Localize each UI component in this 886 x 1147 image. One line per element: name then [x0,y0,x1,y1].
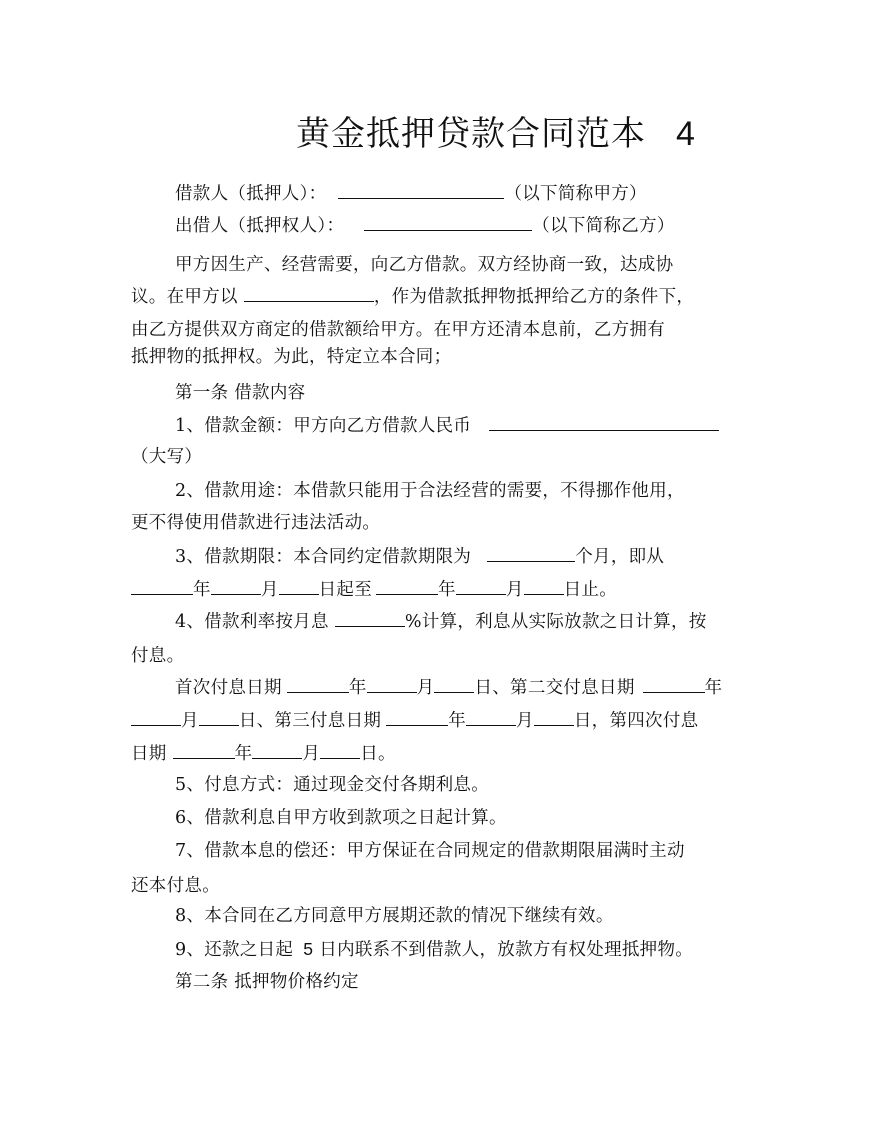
capital-letters-note: （大写） [131,447,203,467]
collateral-blank[interactable] [244,283,374,302]
fourth-pay-year-blank[interactable] [173,740,235,759]
third-pay-day-blank[interactable] [534,707,574,726]
borrower-label: 借款人（抵押人）： [175,184,327,204]
lender-alias: （以下简称乙方） [532,216,675,236]
end-year-blank[interactable] [376,576,438,595]
document-title [296,112,696,156]
clause-6: 6、借款利息自甲方收到款项之日起计算。 [175,808,507,828]
start-day-blank[interactable] [279,576,319,595]
end-month-blank[interactable] [456,576,506,595]
payment-dates-line-2: 月 日、第三付息日期 年 月 日，第四次付息 [131,707,698,733]
third-pay-month-blank[interactable] [466,707,516,726]
clause-5: 5、付息方式：通过现金交付各期利息。 [175,775,490,795]
article-1-heading: 第一条 借款内容 [175,383,306,403]
first-pay-day-blank[interactable] [434,674,474,693]
fourth-pay-day-blank[interactable] [320,740,360,759]
title-text: 黄金抵押贷款合同范本 [296,114,646,154]
clause-7-line-2: 还本付息。 [131,876,220,896]
clause-8: 8、本合同在乙方同意甲方展期还款的情况下继续有效。 [175,906,614,926]
payment-dates-line-3: 日期 年 月 日。 [131,740,396,766]
lender-blank[interactable] [364,212,532,231]
fourth-pay-month-blank[interactable] [252,740,302,759]
lender-label: 出借人（抵押权人）： [175,216,345,236]
loan-purpose-line-1: 2、借款用途：本借款只能用于合法经营的需要，不得挪作他用， [175,481,685,501]
article-2-heading: 第二条 抵押物价格约定 [175,972,359,992]
start-month-blank[interactable] [211,576,261,595]
loan-purpose-line-2: 更不得使用借款进行违法活动。 [131,513,381,533]
second-pay-year-blank[interactable] [643,674,705,693]
first-pay-month-blank[interactable] [367,674,417,693]
borrower-line [175,180,647,206]
intro-line-1: 甲方因生产、经营需要，向乙方借款。双方经协商一致，达成协 [175,255,674,275]
intro-line-2: 议。在甲方以 ，作为借款抵押物抵押给乙方的条件下， [131,283,694,309]
interest-rate-line-2: 付息。 [131,646,185,666]
second-pay-day-blank[interactable] [199,707,239,726]
loan-amount-blank[interactable] [489,412,719,431]
second-pay-month-blank[interactable] [131,707,181,726]
payment-dates-line-1: 首次付息日期 年 月 日、第二交付息日期 年 [175,674,722,700]
loan-term-line-1: 3、借款期限：本合同约定借款期限为 个月，即从 [175,543,664,569]
third-pay-year-blank[interactable] [386,707,448,726]
intro-line-4: 抵押物的抵押权。为此，特定立本合同； [131,347,452,367]
loan-amount-line: 1、借款金额：甲方向乙方借款人民币 [175,412,719,438]
lender-line [175,212,675,238]
first-pay-year-blank[interactable] [287,674,349,693]
interest-rate-blank[interactable] [335,608,405,627]
borrower-blank[interactable] [338,180,504,199]
loan-term-months-blank[interactable] [487,543,575,562]
title-number: 4 [676,115,696,153]
interest-rate-line-1: 4、借款利率按月息 %计算，利息从实际放款之日计算，按 [175,608,707,634]
borrower-alias: （以下简称甲方） [504,184,647,204]
loan-term-line-2: 年 月 日起至 年 月 日止。 [131,576,617,602]
intro-line-3: 由乙方提供双方商定的借款额给甲方。在甲方还清本息前，乙方拥有 [131,320,665,340]
clause-7-line-1: 7、借款本息的偿还：甲方保证在合同规定的借款期限届满时主动 [175,841,685,861]
end-day-blank[interactable] [524,576,564,595]
clause-9: 9、还款之日起 5 日内联系不到借款人，放款方有权处理抵押物。 [175,939,694,960]
start-year-blank[interactable] [131,576,193,595]
